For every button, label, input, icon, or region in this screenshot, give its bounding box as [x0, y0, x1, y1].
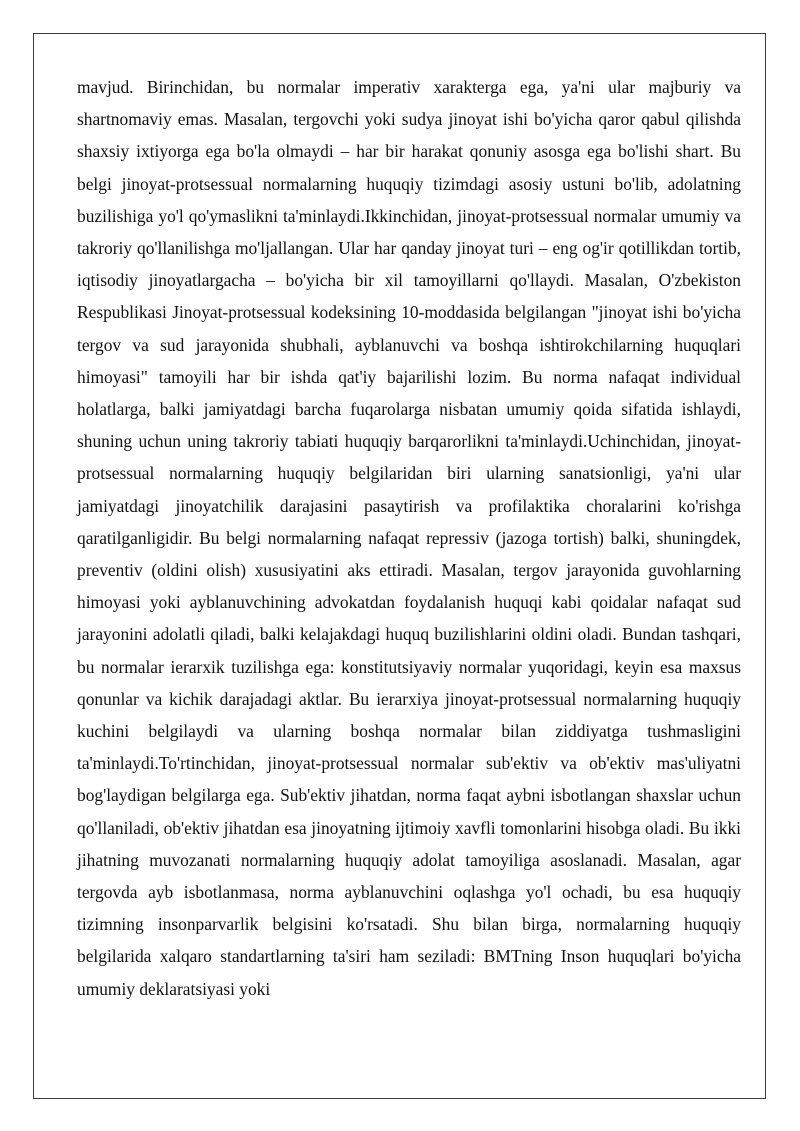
- body-paragraph: mavjud. Birinchidan, bu normalar imperativ xarakterga ega, ya'ni ular majburiy va shartnomaviy emas. Masalan, tergovchi yoki sudya jinoyat ishi bo'yicha qaror qabul qilishda shaxsiy ixtiyorga ega bo'la olmaydi – har bir harakat qonuniy asosga ega bo'lishi shart. Bu belgi jinoyat-protsessual normalarning huquqiy tizimdagi asosiy ustuni bo'lib, adolatning buzilishiga yo'l qo'ymaslikni ta'minlaydi.Ikkinchidan, jinoyat-protsessual normalar umumiy va takroriy qo'llanilishga mo'ljallangan. Ular har qanday jinoyat turi – eng og'ir qotillikdan tortib, iqtisodiy jinoyatlargacha – bo'yicha bir xil tamoyillarni qo'llaydi. Masalan, O'zbekiston Respublikasi Jinoyat-protsessual kodeksining 10-moddasida belgilangan "jinoyat ishi bo'yicha tergov va sud jarayonida shubhali, ayblanuvchi va boshqa ishtirokchilarning huquqlari himoyasi" tamoyili har bir ishda qat'iy bajarilishi lozim. Bu norma nafaqat individual holatlarga, balki jamiyatdagi barcha fuqarolarga nisbatan umumiy qoida sifatida ishlaydi, shuning uchun uning takroriy tabiati huquqiy barqarorlikni ta'minlaydi.Uchinchidan, jinoyat-protsessual normalarning huquqiy belgilaridan biri ularning sanatsionligi, ya'ni ular jamiyatdagi jinoyatchilik darajasini pasaytirish va profilaktika choralarini ko'rishga qaratilganligidir. Bu belgi normalarning nafaqat repressiv (jazoga tortish) balki, shuningdek, preventiv (oldini olish) xususiyatini aks ettiradi. Masalan, tergov jarayonida guvohlarning himoyasi yoki ayblanuvchining advokatdan foydalanish huquqi kabi qoidalar nafaqat sud jarayonini adolatli qiladi, balki kelajakdagi huquq buzilishlarini oldini oladi. Bundan tashqari, bu normalar ierarxik tuzilishga ega: konstitutsiyaviy normalar yuqoridagi, keyin esa maxsus qonunlar va kichik darajadagi aktlar. Bu ierarxiya jinoyat-protsessual normalarning huquqiy kuchini belgilaydi va ularning boshqa normalar bilan ziddiyatga tushmasligini ta'minlaydi.To'rtinchidan, jinoyat-protsessual normalar sub'ektiv va ob'ektiv mas'uliyatni bog'laydigan belgilarga ega. Sub'ektiv jihatdan, norma faqat aybni isbotlangan shaxslar uchun qo'llaniladi, ob'ektiv jihatdan esa jinoyatning ijtimoiy xavfli tomonlarini hisobga oladi. Bu ikki jihatning muvozanati normalarning huquqiy adolat tamoyiliga asoslanadi. Masalan, agar tergovda ayb isbotlanmasa, norma ayblanuvchini oqlashga yo'l ochadi, bu esa huquqiy tizimning insonparvarlik belgisini ko'rsatadi. Shu bilan birga, normalarning huquqiy belgilarida xalqaro standartlarning ta'siri ham seziladi: BMTning Inson huquqlari bo'yicha umumiy deklaratsiyasi yoki: [77, 77, 741, 999]
